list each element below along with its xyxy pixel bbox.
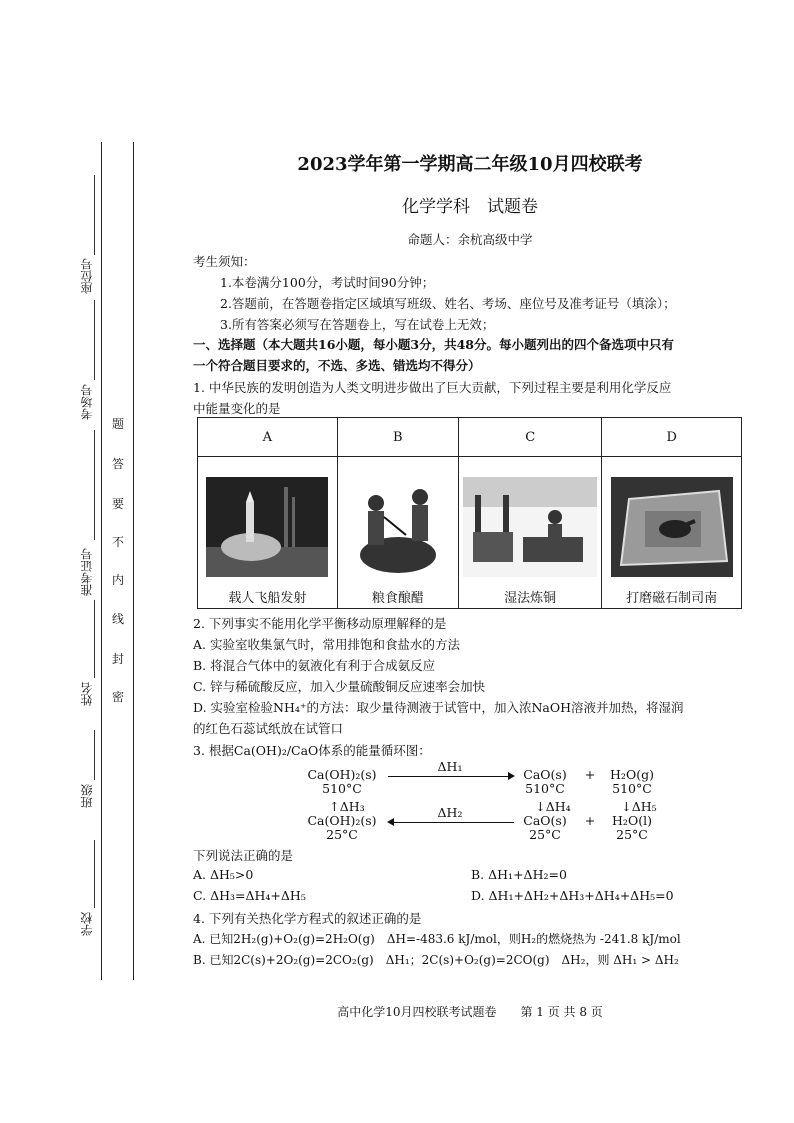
option-d-caption: 打磨磁石制司南	[626, 591, 718, 606]
species-label: Ca(OH)₂(s)	[307, 813, 377, 828]
seal-char: 不	[112, 535, 125, 549]
dh4-label: ↓ΔH₄	[535, 799, 571, 814]
cycle-bottom-left-species	[302, 814, 382, 842]
name-label: 姓名	[80, 682, 94, 706]
option-c-caption: 湿法炼铜	[504, 591, 557, 606]
class-blank	[94, 730, 95, 780]
option-a-caption: 载人飞船发射	[228, 591, 307, 606]
species-label: H₂O(g)	[610, 767, 654, 782]
q4-stem: 4. 下列有关热化学方程式的叙述正确的是	[193, 911, 422, 926]
q2-option-c: C. 锌与稀硫酸反应，加入少量硫酸铜反应速率会加快	[193, 679, 486, 694]
notice-item: 1.本卷满分100分，考试时间90分钟；	[220, 275, 435, 290]
ticket-number-label: 准考证号	[80, 548, 94, 596]
temperature-label: 25°C	[529, 827, 561, 842]
temperature-label: 25°C	[326, 827, 358, 842]
dh1-label: ΔH₁	[437, 759, 463, 774]
exam-room-blank	[94, 300, 95, 380]
seal-char: 答	[112, 457, 125, 471]
q3-option-c: C. ΔH₃=ΔH₄+ΔH₅	[193, 888, 306, 903]
seal-char: 内	[112, 573, 125, 587]
q3-prompt: 下列说法正确的是	[193, 848, 294, 863]
dh3-label: ↑ΔH₃	[329, 799, 365, 814]
dh5-label: ↓ΔH₅	[621, 799, 657, 814]
dh1-arrowhead	[508, 772, 515, 780]
seat-number-blank	[94, 175, 95, 255]
copper-smelting-illustration	[463, 477, 597, 577]
seal-char: 密	[112, 690, 125, 704]
temperature-label: 510°C	[612, 781, 652, 796]
q3-option-d: D. ΔH₁+ΔH₂+ΔH₃+ΔH₄+ΔH₅=0	[471, 888, 674, 903]
plus-sign: +	[584, 813, 596, 828]
author-line: 命题人：余杭高级中学	[407, 232, 533, 247]
vinegar-brewing-illustration	[348, 477, 448, 577]
option-letter-a: A	[198, 418, 338, 457]
ticket-number-blank	[94, 430, 95, 540]
section-heading-cont: 一个符合题目要求的，不选、多选、错选均不得分）	[193, 358, 481, 373]
q2-option-d: D. 实验室检验NH₄⁺的方法：取少量待测液于试管中，加入浓NaOH溶液并加热，将湿润	[193, 700, 684, 715]
q2-option-d-cont: 的红色石蕊试纸放在试管口	[193, 721, 344, 736]
exam-title: 2023学年第一学期高二年级10月四校联考	[297, 154, 643, 175]
cycle-top-mid-species	[515, 768, 575, 796]
notice-item: 2.答题前，在答题卷指定区域填写班级、姓名、考场、座位号及准考证号（填涂）；	[220, 296, 676, 311]
q3-option-b: B. ΔH₁+ΔH₂=0	[471, 867, 567, 882]
seat-number-label: 座位号	[80, 258, 94, 294]
species-label: H₂O(l)	[612, 813, 652, 828]
option-letter-c: C	[459, 418, 602, 457]
notice-heading: 考生须知：	[193, 254, 256, 269]
seal-char: 线	[112, 612, 125, 626]
q4-option-b: B. 已知2C(s)+2O₂(g)=2CO₂(g) ΔH₁；2C(s)+O₂(g)=2CO(g) ΔH₂，则 ΔH₁ > ΔH₂	[193, 953, 679, 967]
cycle-top-right-species	[602, 768, 662, 796]
seal-char: 要	[112, 497, 125, 511]
cycle-bottom-right-species	[602, 814, 662, 842]
dh2-arrowhead	[387, 818, 394, 826]
option-a-cell	[198, 457, 338, 609]
exam-room-label: 考场号	[80, 384, 94, 420]
class-label: 班级	[80, 784, 94, 808]
dh2-label: ΔH₂	[437, 805, 463, 820]
notice-item: 3.所有答案必须写在答题卷上，写在试卷上无效；	[220, 317, 495, 332]
species-label: CaO(s)	[523, 813, 567, 828]
q3-stem: 3. 根据Ca(OH)₂/CaO体系的能量循环图：	[193, 743, 431, 758]
q3-option-a: A. ΔH₅>0	[193, 867, 254, 882]
q2-stem: 2. 下列事实不能用化学平衡移动原理解释的是	[193, 616, 447, 631]
dh2-arrow	[392, 822, 514, 823]
q2-option-b: B. 将混合气体中的氨液化有利于合成氨反应	[193, 658, 436, 673]
option-letter-b: B	[337, 418, 458, 457]
q1-options-table	[197, 417, 742, 609]
q2-option-a: A. 实验室收集氯气时，常用排饱和食盐水的方法	[193, 637, 460, 652]
q1-stem-cont: 中能量变化的是	[193, 401, 281, 416]
option-d-cell	[602, 457, 742, 609]
temperature-label: 510°C	[525, 781, 565, 796]
temperature-label: 25°C	[616, 827, 648, 842]
cycle-bottom-mid-species	[515, 814, 575, 842]
seal-char: 题	[112, 417, 125, 431]
q4-option-a: A. 已知2H₂(g)+O₂(g)=2H₂O(g) ΔH=-483.6 kJ/mol，则H₂的燃烧热为 -241.8 kJ/mol	[193, 932, 681, 946]
option-b-cell	[337, 457, 458, 609]
plus-sign: +	[584, 767, 596, 782]
seal-char: 封	[112, 652, 125, 666]
binding-line-outer	[101, 142, 102, 980]
species-label: Ca(OH)₂(s)	[307, 767, 377, 782]
species-label: CaO(s)	[523, 767, 567, 782]
dh1-arrow	[388, 776, 510, 777]
section-heading: 一、选择题（本大题共16小题，每小题3分，共48分。每小题列出的四个备选项中只有	[193, 337, 674, 352]
binding-line-inner	[133, 142, 134, 980]
name-blank	[94, 600, 95, 678]
temperature-label: 510°C	[322, 781, 362, 796]
school-blank	[94, 840, 95, 908]
page-footer: 高中化学10月四校联考试题卷 第 1 页 共 8 页	[337, 1005, 603, 1019]
rocket-launch-photo	[206, 477, 328, 577]
school-label: 学校	[80, 912, 94, 936]
q1-stem: 1. 中华民族的发明创造为人类文明进步做出了巨大贡献，下列过程主要是利用化学反应	[193, 380, 672, 395]
sinan-compass-photo	[611, 477, 733, 577]
cycle-top-left-species	[302, 768, 382, 796]
subject-title: 化学学科 试题卷	[402, 197, 538, 217]
option-c-cell	[459, 457, 602, 609]
option-letter-d: D	[602, 418, 742, 457]
option-b-caption: 粮食酿醋	[371, 591, 424, 606]
